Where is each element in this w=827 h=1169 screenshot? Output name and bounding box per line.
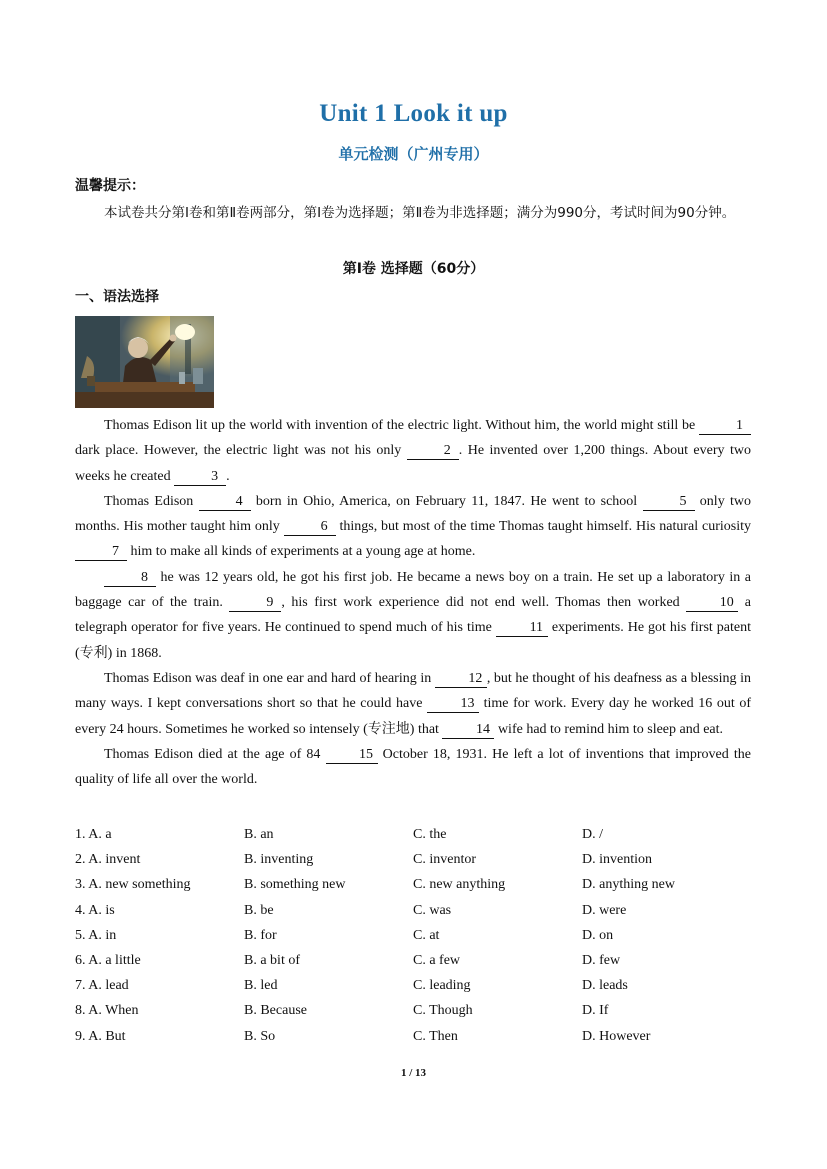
option-a: 5. A. in bbox=[75, 927, 117, 943]
reading-passage bbox=[75, 413, 751, 792]
option-b: B. a bit of bbox=[244, 952, 300, 968]
option-c: C. new anything bbox=[413, 877, 506, 893]
option-c: C. inventor bbox=[413, 852, 476, 868]
blank-15: 15 bbox=[326, 746, 378, 764]
blank-14: 14 bbox=[442, 721, 494, 739]
blank-9: 9 bbox=[229, 594, 281, 612]
option-b: B. be bbox=[244, 902, 274, 918]
passage-paragraph: Thomas Edison lit up the world with invention of the electric light. Without him, the world might still be 1 dark place. However, the electric light was not his only 2 . He invented over 1,200 things. About every two weeks he created 3 . bbox=[75, 418, 751, 484]
question-options-row bbox=[75, 847, 751, 872]
question-options-row bbox=[75, 1024, 751, 1049]
blank-13: 13 bbox=[427, 695, 479, 713]
blank-11: 11 bbox=[496, 619, 548, 637]
blank-12: 12 bbox=[435, 670, 487, 688]
option-c: C. at bbox=[413, 927, 440, 943]
blank-3: 3 bbox=[174, 468, 226, 486]
passage-paragraph: Thomas Edison was deaf in one ear and hard of hearing in 12 , but he thought of his deafness as a blessing in many ways. I kept conversations short so that he could have 13 time for work. Every day he worked 16 out of every 24 hours. Sometimes he worked so intensely (专注地) that 14 wife had to remind him to sleep and eat. bbox=[75, 670, 752, 737]
blank-8: 8 bbox=[104, 569, 156, 587]
blank-1: 1 bbox=[699, 417, 751, 435]
blank-5: 5 bbox=[643, 493, 695, 511]
question-options-row bbox=[75, 948, 751, 973]
page-number: 1 / 13 bbox=[400, 1067, 427, 1079]
part-title: 一、语法选择 bbox=[75, 289, 159, 305]
document-subtitle: 单元检测（广州专用） bbox=[338, 145, 489, 163]
question-options-row bbox=[75, 898, 751, 923]
option-b: B. an bbox=[244, 827, 274, 842]
option-c: C. leading bbox=[413, 978, 471, 994]
option-a: 7. A. lead bbox=[75, 978, 129, 994]
option-a: 1. A. a bbox=[75, 827, 112, 842]
option-c: C. a few bbox=[413, 952, 461, 968]
option-c: C. Though bbox=[413, 1003, 473, 1019]
blank-2: 2 bbox=[407, 442, 459, 460]
option-d: D. anything new bbox=[582, 877, 675, 893]
option-d: D. were bbox=[582, 902, 627, 918]
tip-text: 本试卷共分第Ⅰ卷和第Ⅱ卷两部分，第Ⅰ卷为选择题；第Ⅱ卷为非选择题；满分为990分，考试时间为90分钟。 bbox=[104, 205, 736, 221]
question-options-row bbox=[75, 822, 751, 847]
option-a: 4. A. is bbox=[75, 902, 115, 918]
question-options-row bbox=[75, 923, 751, 948]
option-a: 2. A. invent bbox=[75, 852, 141, 868]
option-b: B. inventing bbox=[244, 852, 314, 868]
edison-photo bbox=[75, 316, 214, 408]
blank-4: 4 bbox=[199, 493, 251, 511]
option-b: B. Because bbox=[244, 1003, 307, 1019]
option-c: C. Then bbox=[413, 1028, 458, 1044]
option-a: 3. A. new something bbox=[75, 877, 191, 893]
option-b: B. led bbox=[244, 978, 278, 994]
option-d: D. few bbox=[582, 952, 621, 968]
blank-7: 7 bbox=[75, 543, 127, 561]
option-c: C. the bbox=[413, 827, 447, 842]
option-d: D. invention bbox=[582, 852, 652, 868]
question-options-row bbox=[75, 973, 751, 998]
blank-6: 6 bbox=[284, 518, 336, 536]
option-d: D. on bbox=[582, 927, 614, 943]
tip-label: 温馨提示： bbox=[75, 178, 145, 194]
section-title: 第Ⅰ卷 选择题（60分） bbox=[342, 261, 485, 277]
option-a: 8. A. When bbox=[75, 1003, 139, 1019]
option-a: 6. A. a little bbox=[75, 952, 141, 968]
option-d: D. / bbox=[582, 827, 603, 842]
document-title: Unit 1 Look it up bbox=[319, 100, 508, 127]
option-d: D. If bbox=[582, 1003, 609, 1019]
option-b: B. So bbox=[244, 1028, 276, 1044]
passage-paragraph: 8 he was 12 years old, he got his first job. He became a news boy on a train. He set up a laboratory in a baggage car of the train. 9 , his first work experience did not end well. Thomas then worked 10 a telegraph operator for five years. He continued to spend much of his time 11 experiments. He got his first patent (专利) in 1868. bbox=[75, 569, 752, 661]
option-b: B. something new bbox=[244, 877, 346, 893]
question-options-row bbox=[75, 998, 751, 1023]
passage-paragraph: Thomas Edison 4 born in Ohio, America, on February 11, 1847. He went to school 5 only two months. His mother taught him only 6 things, but most of the time Thomas taught himself. His natural curiosity 7 him to make all kinds of experiments at a young age at home. bbox=[75, 493, 752, 560]
option-d: D. leads bbox=[582, 978, 628, 994]
blank-10: 10 bbox=[686, 594, 738, 612]
option-b: B. for bbox=[244, 927, 277, 943]
option-a: 9. A. But bbox=[75, 1028, 126, 1044]
answer-options bbox=[75, 822, 751, 1049]
passage-paragraph: Thomas Edison died at the age of 84 15 October 18, 1931. He left a lot of inventions that improved the quality of life all over the world. bbox=[75, 746, 751, 788]
option-d: D. However bbox=[582, 1028, 651, 1044]
question-options-row bbox=[75, 872, 751, 897]
option-c: C. was bbox=[413, 902, 452, 918]
